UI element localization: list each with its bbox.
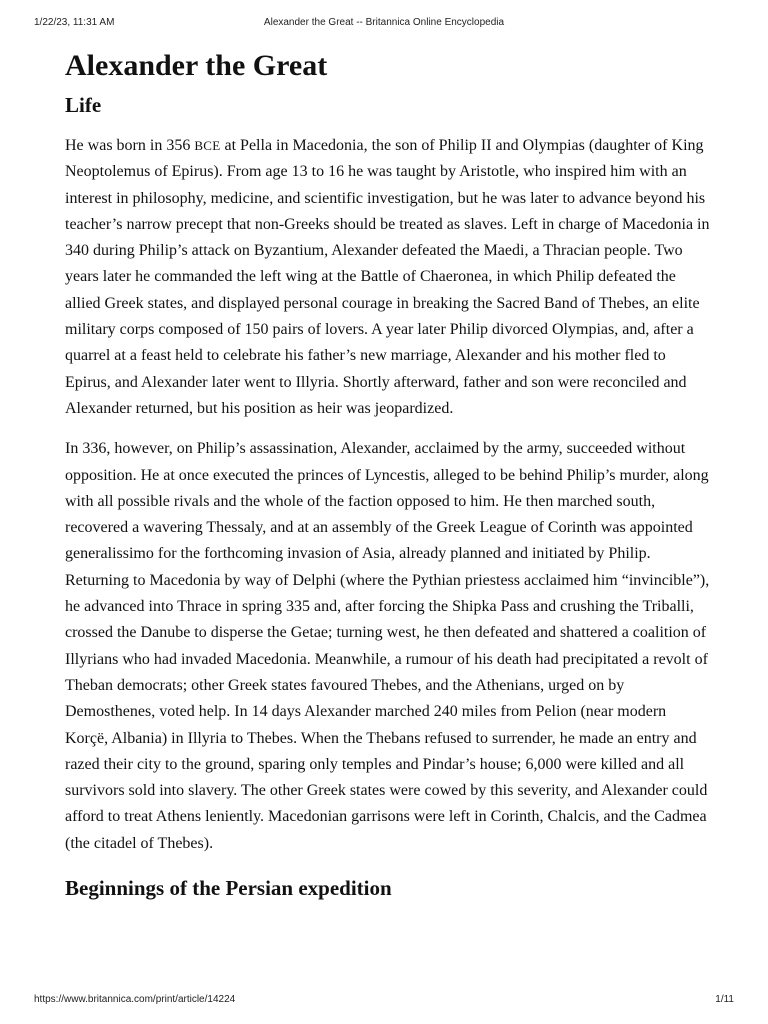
print-url: https://www.britannica.com/print/article/14224 [34,994,236,1005]
era-abbreviation: BCE [194,138,221,153]
paragraph-birth-and-youth [65,133,710,422]
print-page-title: Alexander the Great -- Britannica Online Encyclopedia [263,17,505,28]
section-heading-life: Life [65,93,102,117]
page-number: 1/11 [715,994,734,1005]
print-date: 1/22/23, 11:31 AM [34,17,115,28]
para1-text-rest: at Pella in Macedonia, the son of Philip II and Olympias (daughter of King Neoptolemus of Epirus). From age 13 to 16 he was taught by Aristotle, who inspired him with an interest in philosophy, medicine, and scientific investigation, but he was later to advance beyond his teacher’s narrow precept that non-Greeks should be treated as slaves. Left in charge of Macedonia in 340 during Philip’s attack on Byzantium, Alexander defeated the Maedi, a Thracian people. Two years later he commanded the left wing at the Battle of Chaeronea, in which Philip defeated the allied Greek states, and displayed personal courage in breaking the Sacred Band of Thebes, an elite military corps composed of 150 pairs of lovers. A year later Philip divorced Olympias, and, after a quarrel at a feast held to celebrate his father’s new marriage, Alexander and his mother fled to Epirus, and Alexander later went to Illyria. Shortly afterward, father and son were reconciled and Alexander returned, but his position as heir was jeopardized. [65,137,710,417]
print-header [34,17,734,31]
print-footer [34,994,734,1008]
article-body [65,46,710,902]
article-title: Alexander the Great [65,49,328,82]
para1-text-start: He was born in 356 [65,137,195,154]
paragraph-accession: In 336, however, on Philip’s assassination, Alexander, acclaimed by the army, succeeded without opposition. He at once executed the princes of Lyncestis, alleged to be behind Philip’s murder, along with all possible rivals and the whole of the faction opposed to him. He then marched south, recovered a wavering Thessaly, and at an assembly of the Greek League of Corinth was appointed generalissimo for the forthcoming invasion of Asia, already planned and initiated by Philip. Returning to Macedonia by way of Delphi (where the Pythian priestess acclaimed him “invincible”), he advanced into Thrace in spring 335 and, after forcing the Shipka Pass and crushing the Triballi, crossed the Danube to disperse the Getae; turning west, he then defeated and shattered a coalition of Illyrians who had invaded Macedonia. Meanwhile, a rumour of his death had precipitated a revolt of Theban democrats; other Greek states favoured Thebes, and the Athenians, urged on by Demosthenes, voted help. In 14 days Alexander marched 240 miles from Pelion (near modern Korçë, Albania) in Illyria to Thebes. When the Thebans refused to surrender, he made an entry and razed their city to the ground, sparing only temples and Pindar’s house; 6,000 were killed and all survivors sold into slavery. The other Greek states were cowed by this severity, and Alexander could afford to treat Athens leniently. Macedonian garrisons were left in Corinth, Chalcis, and the Cadmea (the citadel of Thebes). [65,440,710,852]
section-heading-persian-expedition: Beginnings of the Persian expedition [65,876,392,901]
